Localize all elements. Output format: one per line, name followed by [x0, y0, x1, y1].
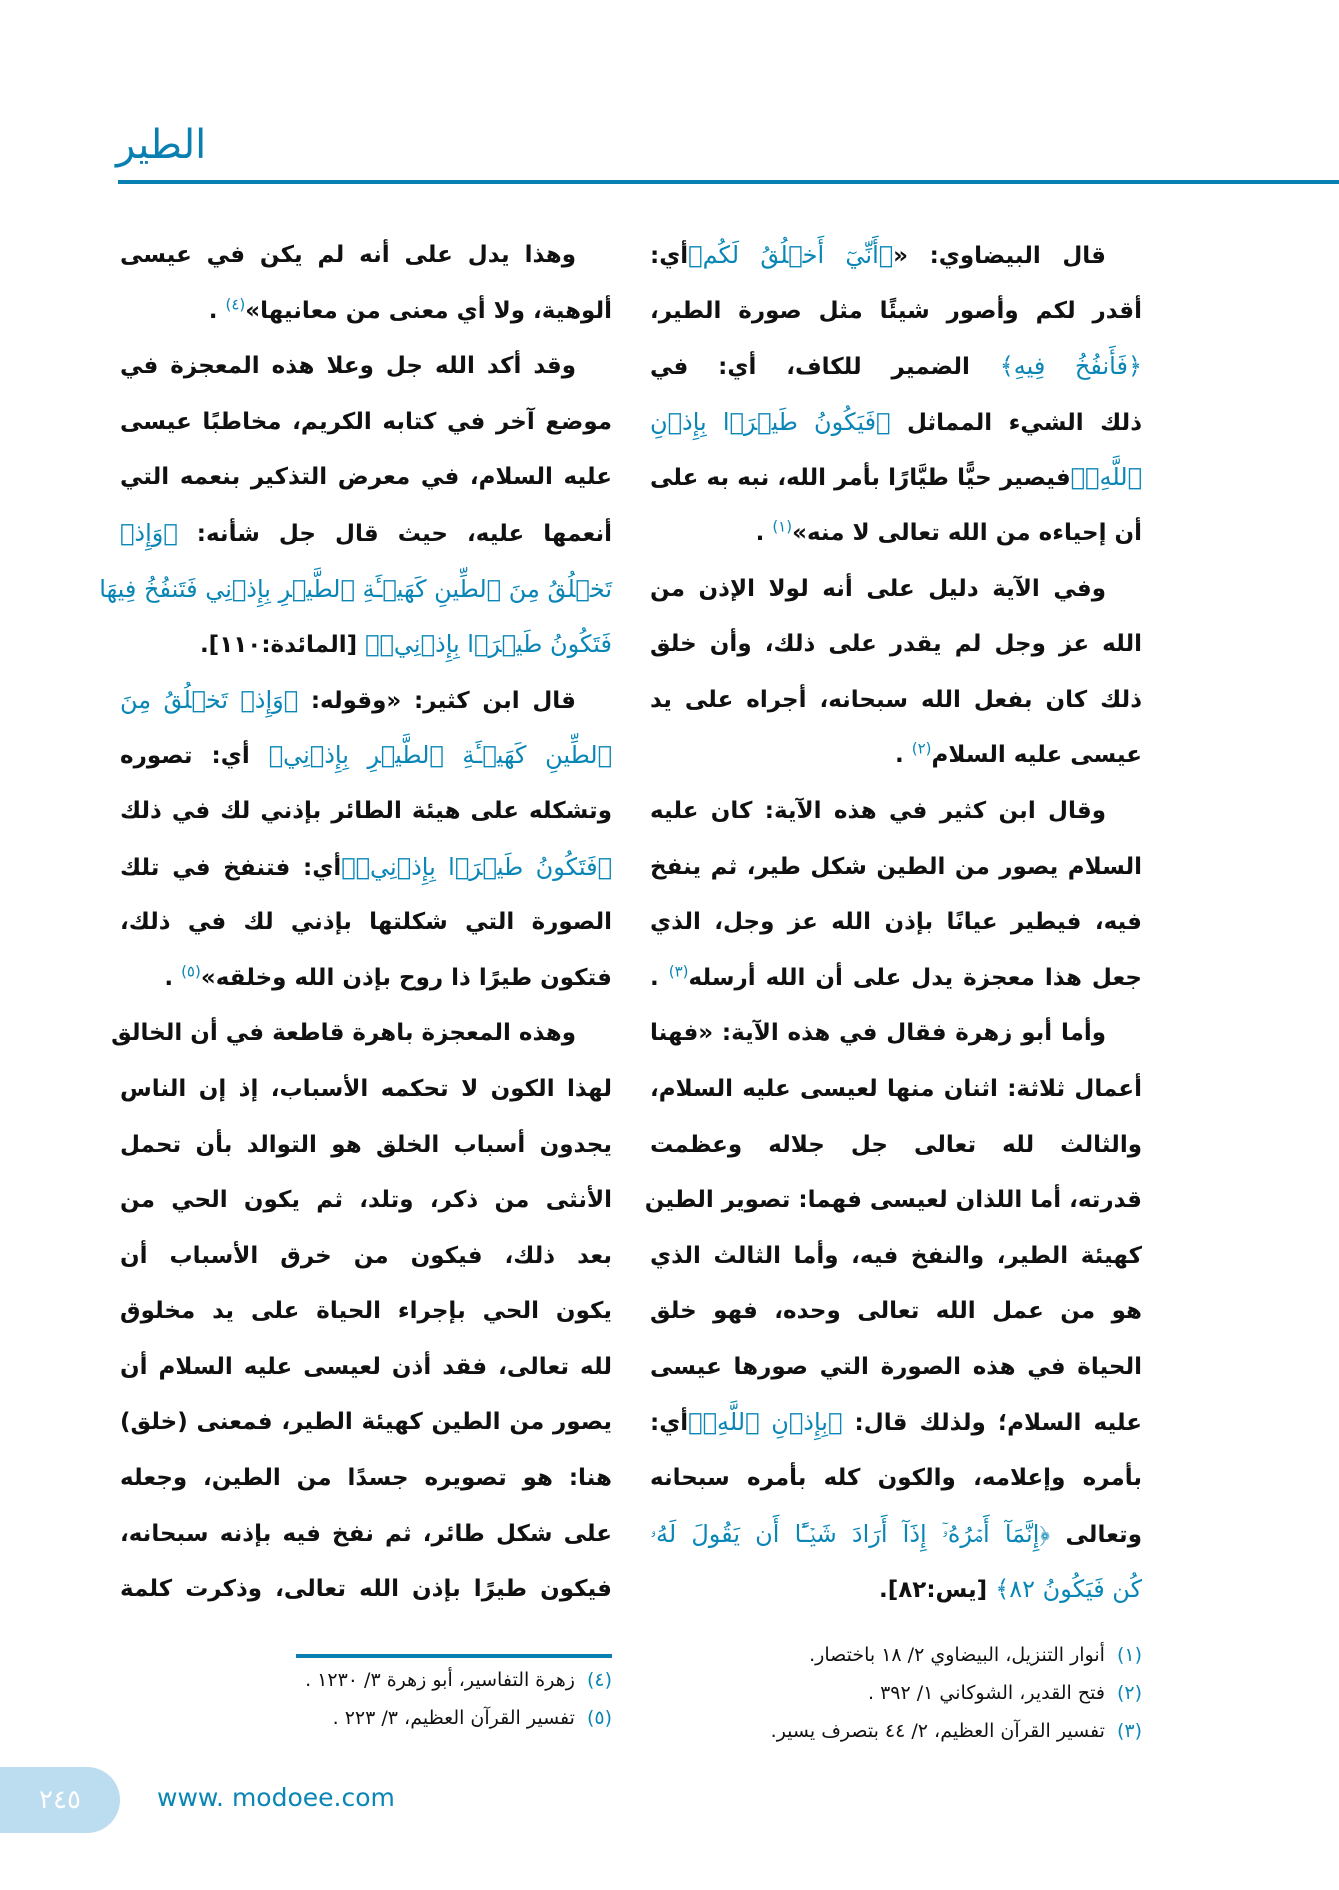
- text-segment: لله تعالى، فقد أذن لعيسى عليه السلام أن: [120, 1353, 612, 1380]
- text-segment: السلام يصور من الطين شكل طير، ثم ينفخ: [650, 853, 1142, 880]
- text-segment: .: [164, 964, 182, 991]
- footnote-text: زهرة التفاسير، أبو زهرة ٣/ ١٢٣٠ .: [305, 1669, 575, 1691]
- text-segment: ذلك كان بفعل الله سبحانه، أجراه على يد: [650, 686, 1142, 713]
- text-line: [650, 339, 1142, 395]
- text-segment: أي: تصوره: [120, 743, 269, 770]
- left-column: [99, 228, 613, 1618]
- page-title: الطير: [116, 122, 207, 168]
- text-segment: أن إحياءه من الله تعالى لا منه»: [792, 519, 1142, 546]
- text-line: [120, 1340, 612, 1396]
- text-line: [120, 1118, 612, 1174]
- footnote-text: تفسير القرآن العظيم، ٢/ ٤٤ بتصرف يسير.: [770, 1720, 1105, 1742]
- footnote-number: (٥): [586, 1707, 612, 1729]
- quran-verse: ﴿أَنِّيٓ أَخۡلُقُ لَكُم﴾: [688, 241, 894, 269]
- text-segment: فيه، فيطير عيانًا بإذن الله عز وجل، الذي: [650, 909, 1142, 936]
- text-segment: عيسى عليه السلام: [931, 742, 1142, 769]
- text-line: [120, 506, 612, 562]
- text-line: [120, 1395, 612, 1451]
- text-segment: قال البيضاوي: «: [893, 243, 1106, 269]
- footnotes-right: [650, 1636, 1142, 1750]
- footnote: [650, 1636, 1142, 1674]
- text-segment: أي:: [650, 243, 689, 269]
- text-line: [120, 339, 612, 395]
- text-line: [120, 1451, 612, 1507]
- text-segment: وقد أكد الله جل وعلا هذه المعجزة في: [120, 353, 576, 380]
- text-line: [120, 1562, 612, 1618]
- text-segment: قدرته، أما اللذان لعيسى فهما: تصوير الطين: [644, 1187, 1142, 1214]
- header-rule: [118, 180, 1339, 184]
- text-segment: الحياة في هذه الصورة التي صورها عيسى: [650, 1353, 1142, 1380]
- footnote-ref: (٤): [225, 294, 246, 313]
- text-segment: بعد ذلك، فيكون من خرق الأسباب أن: [120, 1242, 612, 1269]
- footnote-number: (٢): [1116, 1682, 1142, 1704]
- text-segment: وهذا يدل على أنه لم يكن في عيسى: [120, 242, 576, 268]
- text-line: [650, 1006, 1142, 1062]
- page-number-badge: ٢٤٥: [0, 1767, 120, 1833]
- footnote: [200, 1661, 612, 1699]
- text-segment: هو من عمل الله تعالى وحده، فهو خلق: [650, 1298, 1142, 1325]
- text-line: [120, 450, 612, 506]
- text-segment: كهيئة الطير، والنفخ فيه، وأما الثالث الذي: [650, 1242, 1142, 1269]
- quran-verse: ﴿فَيَكُونُ طَيۡرَۢا بِإِذۡنِ: [650, 407, 891, 436]
- text-line: [650, 1562, 1142, 1618]
- footnote-number: (٣): [1116, 1720, 1142, 1742]
- text-line: [650, 1229, 1142, 1285]
- text-segment: الضمير للكاف، أي: في: [650, 354, 1000, 381]
- text-segment: عليه السلام، في معرض التذكير بنعمه التي: [120, 464, 612, 491]
- text-segment: وقال ابن كثير في هذه الآية: كان عليه: [650, 797, 1106, 824]
- text-segment: وتعالى: [1050, 1521, 1142, 1548]
- right-column: [644, 228, 1143, 1618]
- footnote-text: فتح القدير، الشوكاني ١/ ٣٩٢ .: [867, 1682, 1105, 1704]
- text-line: [120, 673, 612, 729]
- text-segment: .: [208, 297, 226, 324]
- text-segment: فيكون طيرًا بإذن الله تعالى، وذكرت كلمة: [120, 1576, 612, 1603]
- footnote-number: (٤): [586, 1669, 612, 1691]
- text-segment: فيصير حيًّا طيَّارًا بأمر الله، نبه به على: [650, 465, 1071, 492]
- text-line: [650, 895, 1142, 951]
- text-segment: والثالث لله تعالى جل جلاله وعظمت: [650, 1131, 1142, 1158]
- text-line: [99, 562, 612, 618]
- text-segment: أقدر لكم وأصور شيئًا مثل صورة الطير،: [650, 297, 1142, 324]
- text-segment: هنا: هو تصويره جسدًا من الطين، وجعله: [120, 1465, 612, 1492]
- text-line: [650, 951, 1142, 1007]
- text-segment: يصور من الطين كهيئة الطير، فمعنى (خلق): [120, 1409, 612, 1436]
- footnote-ref: (٥): [181, 962, 201, 981]
- quran-verse: ٱلطِّينِ كَهَيۡـَٔةِ ٱلطَّيۡرِ بِإِذۡنِي﴾: [268, 741, 612, 770]
- text-line: [650, 562, 1142, 618]
- text-line: [650, 1451, 1142, 1507]
- text-segment: .: [650, 964, 669, 991]
- text-segment: بأمره وإعلامه، والكون كله بأمره سبحانه: [650, 1465, 1142, 1492]
- text-line: [120, 1062, 612, 1118]
- text-segment: وهذه المعجزة باهرة قاطعة في أن الخالق: [111, 1020, 576, 1047]
- text-line: [650, 506, 1142, 562]
- footnote-text: تفسير القرآن العظيم، ٣/ ٢٢٣ .: [332, 1707, 575, 1729]
- footnotes-left: [200, 1661, 612, 1737]
- quran-verse: ﴿وَإِذۡ تَخۡلُقُ مِنَ: [120, 685, 299, 714]
- footnote: [650, 1712, 1142, 1750]
- text-line: [120, 1507, 612, 1563]
- text-line: [120, 1284, 612, 1340]
- text-segment: موضع آخر في كتابه الكريم، مخاطبًا عيسى: [120, 408, 612, 435]
- text-segment: وتشكله على هيئة الطائر بإذني لك في ذلك: [120, 797, 612, 824]
- text-line: [650, 284, 1142, 340]
- text-segment: قال ابن كثير: «وقوله:: [298, 687, 576, 714]
- text-segment: أي: فتنفخ في تلك: [120, 854, 342, 881]
- text-line: [650, 1284, 1142, 1340]
- text-line: [120, 895, 612, 951]
- text-segment: ذلك الشيء المماثل: [890, 409, 1142, 436]
- text-line: [650, 450, 1142, 506]
- text-segment: وأما أبو زهرة فقال في هذه الآية: «فهنا: [650, 1020, 1106, 1047]
- text-line: [120, 395, 612, 451]
- text-line: [650, 228, 1142, 284]
- text-segment: أنعمها عليه، حيث قال جل شأنه:: [177, 520, 612, 547]
- website-link[interactable]: www. modoee.com: [157, 1783, 395, 1812]
- footnote-ref: (٢): [911, 739, 932, 758]
- quran-verse: ﴿بِإِذۡنِ ٱللَّهِۖ﴾: [688, 1408, 843, 1437]
- text-line: [650, 1062, 1142, 1118]
- text-line: [650, 1340, 1142, 1396]
- text-line: [644, 1173, 1142, 1229]
- quran-verse: ﴿فَتَكُونُ طَيۡرَۢا بِإِذۡنِيۖ﴾: [341, 852, 613, 881]
- text-line: [120, 284, 612, 340]
- text-segment: وفي الآية دليل على أنه لولا الإذن من: [650, 575, 1106, 602]
- text-line: [650, 1395, 1142, 1451]
- text-segment: أي:: [650, 1410, 689, 1437]
- footnote: [650, 1674, 1142, 1712]
- footnote-ref: (٣): [668, 962, 689, 981]
- text-segment: الله عز وجل لم يقدر على ذلك، وأن خلق: [650, 631, 1142, 658]
- footnote-number: (١): [1116, 1644, 1142, 1666]
- text-segment: يجدون أسباب الخلق هو التوالد بأن تحمل: [120, 1131, 612, 1158]
- footnote-text: أنوار التنزيل، البيضاوي ٢/ ١٨ باختصار.: [809, 1644, 1105, 1666]
- text-segment: .: [755, 519, 773, 546]
- text-segment: الأنثى من ذكر، وتلد، ثم يكون الحي من: [120, 1187, 612, 1214]
- text-line: [120, 1173, 612, 1229]
- text-line: [120, 617, 612, 673]
- text-line: [120, 728, 612, 784]
- text-segment: لهذا الكون لا تحكمه الأسباب، إذ إن الناس: [120, 1075, 612, 1102]
- text-segment: أعمال ثلاثة: اثنان منها لعيسى عليه السلام،: [650, 1075, 1142, 1102]
- quran-verse: فَتَكُونُ طَيۡرَۢا بِإِذۡنِيۖ﴾: [365, 630, 612, 659]
- footnote-ref: (١): [772, 517, 793, 536]
- quran-verse: ﴿فَأَنفُخُ فِيهِ﴾: [999, 352, 1143, 381]
- text-line: [650, 1507, 1142, 1563]
- quran-verse: ٱللَّهِۖ﴾: [1070, 463, 1142, 492]
- text-line: [650, 617, 1142, 673]
- text-line: [650, 1118, 1142, 1174]
- text-segment: يكون الحي بإجراء الحياة على يد مخلوق: [120, 1298, 612, 1325]
- text-line: [650, 784, 1142, 840]
- text-line: [120, 784, 612, 840]
- text-line: [650, 840, 1142, 896]
- text-line: [120, 228, 612, 284]
- quran-verse: ﴿إِنَّمَآ أَمۡرُهُۥٓ إِذَآ أَرَادَ شَيۡـًٔا أَن يَقُولَ لَهُۥ: [650, 1519, 1050, 1548]
- text-segment: الصورة التي شكلتها بإذني لك في ذلك،: [120, 909, 612, 936]
- text-segment: على شكل طائر، ثم نفخ فيه بإذنه سبحانه،: [120, 1520, 612, 1547]
- text-line: [650, 673, 1142, 729]
- quran-verse: كُن فَيَكُونُ ٨٢﴾: [995, 1575, 1142, 1604]
- text-line: [120, 951, 612, 1007]
- text-line: [120, 840, 612, 896]
- text-segment: جعل هذا معجزة يدل على أن الله أرسله: [688, 964, 1143, 991]
- text-line: [111, 1006, 612, 1062]
- text-line: [650, 728, 1142, 784]
- footnote: [200, 1699, 612, 1737]
- text-segment: [يس:٨٢].: [879, 1577, 996, 1604]
- text-segment: عليه السلام؛ ولذلك قال:: [842, 1410, 1142, 1437]
- quran-verse: ﴿وَإِذۡ: [120, 518, 178, 547]
- text-segment: [المائدة:١١٠].: [199, 632, 366, 659]
- text-line: [120, 1229, 612, 1285]
- footnote-separator: [296, 1654, 612, 1658]
- text-segment: .: [894, 742, 912, 769]
- text-segment: فتكون طيرًا ذا روح بإذن الله وخلقه»: [200, 964, 612, 991]
- text-segment: ألوهية، ولا أي معنى من معانيها»: [245, 297, 612, 324]
- text-line: [650, 395, 1142, 451]
- quran-verse: تَخۡلُقُ مِنَ ٱلطِّينِ كَهَيۡـَٔةِ ٱلطَّيۡرِ بِإِذۡنِي فَتَنفُخُ فِيهَا: [99, 574, 612, 603]
